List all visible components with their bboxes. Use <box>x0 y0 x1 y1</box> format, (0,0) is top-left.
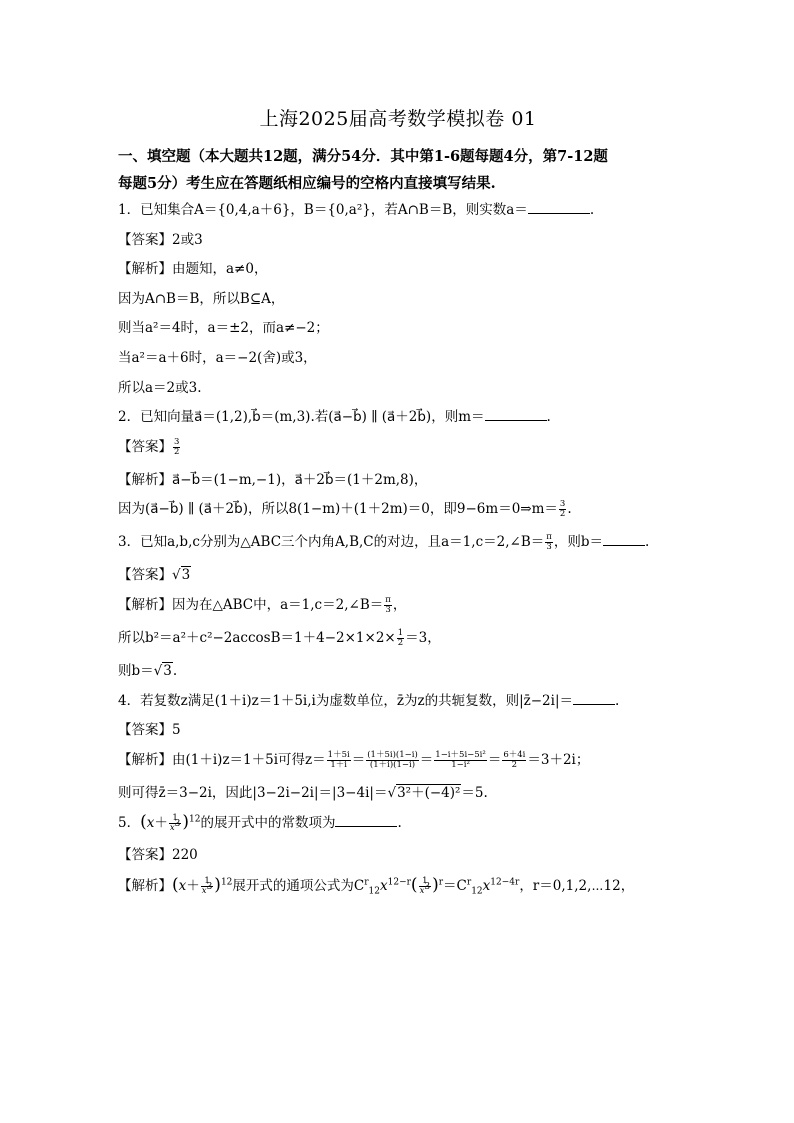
answer-label: 【答案】 <box>118 567 172 584</box>
fraction: $\frac{1}{x^3}$ <box>169 813 181 834</box>
fraction-denominator: 2 <box>174 446 180 457</box>
question-1-answer-blank <box>528 201 590 214</box>
question-3-answer: 【答案】√3 <box>118 567 191 584</box>
fraction-numerator: 1＋5i <box>327 749 350 760</box>
explanation-text-tail: ＝3， <box>405 629 441 646</box>
fraction <box>327 751 351 770</box>
question-1-explanation-line-3: 则当a²＝4时，a＝±2，而a≠−2； <box>118 320 329 337</box>
question-2-answer <box>118 438 678 471</box>
question-5-answer-blank <box>335 814 397 827</box>
section-heading <box>118 143 678 197</box>
explanation-text-tail: ＝5. <box>461 784 488 801</box>
fraction <box>173 438 180 457</box>
question-4-explanation-line-2: 则可得z̄＝3−2i，因此|3−2i−2i|＝|3−4i|＝√3²＋(−4)²＝5. <box>118 784 488 801</box>
question-3-explanation-line-1 <box>118 596 678 629</box>
document-page <box>118 100 678 909</box>
fraction-denominator: 3 <box>385 604 391 615</box>
fraction <box>366 751 419 770</box>
question-4-stem: 4．若复数z满足(1＋i)z＝1＋5i,i为虚数单位，z̄为z的共轭复数，则|z̄−2i|＝ . <box>118 692 620 709</box>
question-3-text: 3．已知a,b,c分别为△ABC三个内角A,B,C的对边，且a＝1,c＝2,∠B＝ <box>118 534 545 551</box>
explanation-text-tail: ， <box>392 596 407 613</box>
fraction: $\frac{1}{x^3}$ <box>419 875 431 896</box>
section-heading-line-2: 每题5分）考生应在答题纸相应编号的空格内直接填写结果. <box>118 175 496 192</box>
fraction-denominator: (1＋i)(1−i) <box>369 759 416 770</box>
question-1-text: 1．已知集合A＝{0,4,a＋6}，B＝{0,a²}，若A∩B＝B，则实数a＝ <box>118 202 528 218</box>
explanation-text: 因为(a⃗−b⃗) ∥ (a⃗＋2b⃗)，所以8(1−m)＋(1＋2m)＝0，即9−6m＝0⇒m＝ <box>118 501 558 518</box>
question-1-explanation-line-4: 当a²＝a＋6时，a＝−2(舍)或3， <box>118 349 317 366</box>
question-5-number: 5． <box>118 815 141 832</box>
question-4-text: 4．若复数z满足(1＋i)z＝1＋5i,i为虚数单位，z̄为z的共轭复数，则|z̄−2i|＝ <box>118 692 574 709</box>
sqrt-radicand: 3 <box>163 662 172 679</box>
question-5-stem: 5．(x＋ $\frac{1}{x^3}$ )$^{12}$的展开式中的常数项为 . <box>118 812 402 834</box>
explanation-text: 所以b²＝a²＋c²−2accosB＝1＋4−2×1×2× <box>118 629 396 646</box>
explanation-label: 【解析】 <box>118 877 172 894</box>
page-title: 上海2025届高考数学模拟卷 01 <box>259 108 537 130</box>
question-1-explanation-line-1: 【解析】由题知，a≠0， <box>118 261 268 278</box>
question-2-stem: 2．已知向量a⃗＝(1,2),b⃗＝(m,3).若(a⃗−b⃗) ∥ (a⃗＋2b⃗)，则m＝ . <box>118 409 551 426</box>
question-2-explanation-line-2: 因为(a⃗−b⃗) ∥ (a⃗＋2b⃗)，所以8(1−m)＋(1＋2m)＝0，即9−6m＝0⇒m＝ $\frac{3}{2}$ . <box>118 499 572 520</box>
question-4-answer-blank <box>573 692 615 705</box>
question-1-stem: 1．已知集合A＝{0,4,a＋6}，B＝{0,a²}，若A∩B＝B，则实数a＝ . <box>118 202 595 218</box>
fraction-denominator: 3 <box>546 542 552 553</box>
fraction-numerator: 3 <box>559 499 566 510</box>
question-3-answer-blank <box>603 533 645 546</box>
question-3-stem: 3．已知a,b,c分别为△ABC三个内角A,B,C的对边，且a＝1,c＝2,∠B＝ $\frac{\pi}{3}$ ，则b＝ . <box>118 532 650 553</box>
fraction-denominator: 2 <box>559 509 566 520</box>
question-3-text-tail: ，则b＝ <box>553 534 603 551</box>
explanation-text: 【解析】因为在△ABC中，a＝1,c＝2,∠B＝ <box>118 596 384 613</box>
fraction-numerator: 3 <box>174 436 180 447</box>
fraction-denominator: 1＋i <box>330 759 348 770</box>
fraction <box>559 500 566 519</box>
explanation-text: 展开式的通项公式为 <box>232 877 354 894</box>
fraction <box>434 751 487 770</box>
question-4-explanation-line-1: 【解析】由(1＋i)z＝1＋5i可得z＝ $\frac{1+5i}{1+i}$ ＝ $\frac{(1+5i)(1-i)}{(1+i)(1-i)}$ ＝ $\frac{\text{1−i＋5i−5i²}}{\text{1−i²}}$ ＝ $\frac{6+4i}{2}$ ＝3＋2i； <box>118 749 590 770</box>
fraction-numerator: (1＋5i)(1−i) <box>367 749 418 760</box>
sqrt-radicand: 3 <box>181 567 191 584</box>
fraction-numerator: 1 <box>397 627 404 638</box>
question-4-answer: 【答案】5 <box>118 722 181 739</box>
section-heading-line-1: 一、填空题（本大题共12题，满分54分．其中第1-6题每题4分，第7-12题 <box>118 148 608 165</box>
question-5-explanation-line-1: 【解析】(x＋ $\frac{1}{x^3}$ )$^{12}$展开式的通项公式为$C^r_{12}x^{12-r}$( $\frac{1}{x^3}$ )$^r=C^r_{12}x^{12-4r}$，r＝0,1,2,⋯12， <box>118 874 635 897</box>
sqrt-radicand: 3²＋(−4)² <box>397 784 461 801</box>
fraction: $\frac{1}{x^3}$ <box>201 875 213 896</box>
fraction <box>545 533 553 552</box>
fraction-numerator: π <box>385 594 391 605</box>
question-3-explanation-line-2 <box>118 629 678 662</box>
explanation-text: 则可得z̄＝3−2i，因此|3−2i−2i|＝|3−4i|＝ <box>118 784 388 801</box>
fraction-numerator: π <box>546 532 552 543</box>
explanation-text: 则b＝ <box>118 662 154 679</box>
fraction <box>384 596 392 615</box>
question-2-explanation-line-1: 【解析】a⃗−b⃗＝(1−m,−1)，a⃗＋2b⃗＝(1＋2m,8)， <box>118 471 428 488</box>
question-5-text: 的展开式中的常数项为 <box>200 815 336 832</box>
explanation-text-tail: ，r＝0,1,2,⋯12， <box>519 877 635 894</box>
fraction <box>502 751 526 770</box>
explanation-text-tail: ＝3＋2i； <box>527 751 590 768</box>
fraction-denominator: 1−i² <box>451 759 470 770</box>
question-1-explanation-line-5: 所以a＝2或3. <box>118 379 202 396</box>
fraction <box>397 629 404 648</box>
explanation-text: 【解析】由(1＋i)z＝1＋5i可得z＝ <box>118 751 326 768</box>
question-1-explanation-line-2: 因为A∩B＝B，所以B⊆A， <box>118 290 285 307</box>
fraction-numerator: 6＋4i <box>503 749 526 760</box>
answer-label: 【答案】 <box>118 438 172 455</box>
question-3-explanation-line-3: 则b＝√3. <box>118 662 178 679</box>
question-2-text: 2．已知向量a⃗＝(1,2),b⃗＝(m,3).若(a⃗−b⃗) ∥ (a⃗＋2b⃗)，则m＝ <box>118 409 485 426</box>
fraction-denominator: 2 <box>397 637 404 648</box>
question-1-answer: 【答案】2或3 <box>118 231 203 248</box>
fraction-denominator: 2 <box>511 759 518 770</box>
fraction-numerator: 1−i＋5i−5i² <box>435 749 486 760</box>
question-5-answer: 【答案】220 <box>118 847 198 864</box>
question-2-answer-blank <box>485 408 547 421</box>
